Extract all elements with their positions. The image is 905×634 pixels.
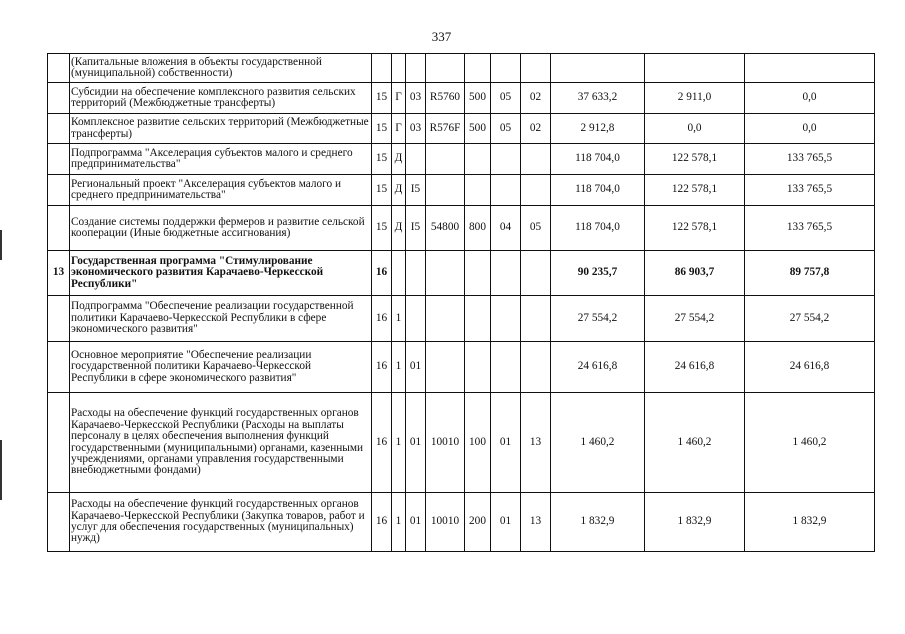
amount-year-2: 27 554,2 <box>645 296 745 342</box>
code-activity: 01 <box>406 342 426 393</box>
item-name: Подпрограмма "Акселерация субъектов малого и среднего предпринимательства" <box>70 144 372 175</box>
row-number <box>48 206 70 251</box>
code-ministry: 15 <box>372 175 392 206</box>
code-target <box>426 144 465 175</box>
code-expense-type <box>465 175 491 206</box>
row-number <box>48 296 70 342</box>
code-section: 01 <box>491 393 521 493</box>
row-number <box>48 175 70 206</box>
amount-year-2: 2 911,0 <box>645 83 745 114</box>
amount-year-2: 24 616,8 <box>645 342 745 393</box>
amount-year-2: 86 903,7 <box>645 251 745 296</box>
code-subprogram: 1 <box>392 393 406 493</box>
amount-year-3: 133 765,5 <box>745 206 875 251</box>
table-row <box>48 251 875 296</box>
item-name: Субсидии на обеспечение комплексного развития сельских территорий (Межбюджетные трансферты) <box>70 83 372 114</box>
code-subprogram: Д <box>392 144 406 175</box>
amount-year-1: 1 460,2 <box>551 393 645 493</box>
code-ministry: 15 <box>372 144 392 175</box>
code-section: 05 <box>491 83 521 114</box>
code-activity: 03 <box>406 83 426 114</box>
code-subsection <box>521 251 551 296</box>
code-ministry: 15 <box>372 206 392 251</box>
code-activity: I5 <box>406 206 426 251</box>
code-activity: 03 <box>406 114 426 144</box>
table-row <box>48 342 875 393</box>
code-section <box>491 54 521 83</box>
code-subsection: 02 <box>521 83 551 114</box>
code-ministry: 16 <box>372 251 392 296</box>
item-name: Создание системы поддержки фермеров и развитие сельской кооперации (Иные бюджетные ассигнования) <box>70 206 372 251</box>
budget-table <box>47 53 875 552</box>
code-expense-type <box>465 342 491 393</box>
code-target: R576F <box>426 114 465 144</box>
code-section <box>491 342 521 393</box>
code-subprogram: Г <box>392 114 406 144</box>
amount-year-3: 0,0 <box>745 114 875 144</box>
code-subsection <box>521 342 551 393</box>
code-activity <box>406 54 426 83</box>
code-subsection <box>521 296 551 342</box>
code-section <box>491 175 521 206</box>
code-subprogram <box>392 251 406 296</box>
row-number <box>48 54 70 83</box>
amount-year-1: 37 633,2 <box>551 83 645 114</box>
table-row <box>48 114 875 144</box>
code-section: 04 <box>491 206 521 251</box>
code-subprogram: Г <box>392 83 406 114</box>
row-number: 13 <box>48 251 70 296</box>
code-ministry: 16 <box>372 296 392 342</box>
code-activity <box>406 251 426 296</box>
amount-year-1: 118 704,0 <box>551 175 645 206</box>
code-activity <box>406 144 426 175</box>
code-activity: I5 <box>406 175 426 206</box>
row-number <box>48 144 70 175</box>
item-name: Региональный проект "Акселерация субъектов малого и среднего предпринимательства" <box>70 175 372 206</box>
amount-year-1: 24 616,8 <box>551 342 645 393</box>
amount-year-1: 118 704,0 <box>551 144 645 175</box>
code-expense-type: 800 <box>465 206 491 251</box>
code-expense-type: 200 <box>465 493 491 552</box>
amount-year-2 <box>645 54 745 83</box>
code-section <box>491 144 521 175</box>
code-section: 01 <box>491 493 521 552</box>
item-name: Комплексное развитие сельских территорий (Межбюджетные трансферты) <box>70 114 372 144</box>
table-body <box>48 54 875 552</box>
amount-year-3: 1 460,2 <box>745 393 875 493</box>
amount-year-1: 1 832,9 <box>551 493 645 552</box>
code-subsection: 02 <box>521 114 551 144</box>
amount-year-2: 1 460,2 <box>645 393 745 493</box>
row-number <box>48 342 70 393</box>
code-section: 05 <box>491 114 521 144</box>
code-activity <box>406 296 426 342</box>
amount-year-3: 24 616,8 <box>745 342 875 393</box>
code-ministry <box>372 54 392 83</box>
row-number <box>48 114 70 144</box>
amount-year-2: 122 578,1 <box>645 206 745 251</box>
code-subsection: 13 <box>521 393 551 493</box>
code-target: 54800 <box>426 206 465 251</box>
code-subprogram: 1 <box>392 493 406 552</box>
table-row <box>48 393 875 493</box>
code-expense-type: 500 <box>465 83 491 114</box>
amount-year-2: 1 832,9 <box>645 493 745 552</box>
code-expense-type <box>465 144 491 175</box>
amount-year-2: 122 578,1 <box>645 144 745 175</box>
table-row <box>48 54 875 83</box>
code-expense-type <box>465 296 491 342</box>
amount-year-1 <box>551 54 645 83</box>
code-subprogram: Д <box>392 206 406 251</box>
code-ministry: 16 <box>372 493 392 552</box>
row-number <box>48 83 70 114</box>
code-subsection <box>521 175 551 206</box>
amount-year-3: 133 765,5 <box>745 175 875 206</box>
item-name: Расходы на обеспечение функций государственных органов Карачаево-Черкесской Республики (Закупка товаров, работ и услуг для обеспечения государственных (муниципальных) нужд) <box>70 493 372 552</box>
table-row <box>48 206 875 251</box>
amount-year-3: 0,0 <box>745 83 875 114</box>
code-ministry: 16 <box>372 342 392 393</box>
code-target: 10010 <box>426 493 465 552</box>
row-number <box>48 393 70 493</box>
item-name: Основное мероприятие "Обеспечение реализации государственной политики Карачаево-Черкесской Республики в сфере экономического развития" <box>70 342 372 393</box>
code-section <box>491 251 521 296</box>
code-subprogram <box>392 54 406 83</box>
item-name: Подпрограмма "Обеспечение реализации государственной политики Карачаево-Черкесской Республики в сфере экономического развития" <box>70 296 372 342</box>
code-target <box>426 175 465 206</box>
amount-year-3: 89 757,8 <box>745 251 875 296</box>
amount-year-1: 118 704,0 <box>551 206 645 251</box>
item-name: Расходы на обеспечение функций государственных органов Карачаево-Черкесской Республики (Расходы на выплаты персоналу в целях обеспечения выполнения функций государственными (муниципальными) органами, казенными учреждениями, органами управления государственными внебюджетными фондами) <box>70 393 372 493</box>
row-number <box>48 493 70 552</box>
code-ministry: 15 <box>372 83 392 114</box>
code-expense-type <box>465 54 491 83</box>
code-target <box>426 342 465 393</box>
amount-year-2: 0,0 <box>645 114 745 144</box>
amount-year-1: 90 235,7 <box>551 251 645 296</box>
item-name: (Капитальные вложения в объекты государственной (муниципальной) собственности) <box>70 54 372 83</box>
table-row <box>48 83 875 114</box>
code-target: 10010 <box>426 393 465 493</box>
code-subsection: 05 <box>521 206 551 251</box>
code-subsection <box>521 54 551 83</box>
amount-year-1: 27 554,2 <box>551 296 645 342</box>
code-target <box>426 251 465 296</box>
table-row <box>48 296 875 342</box>
code-section <box>491 296 521 342</box>
scan-edge-mark <box>0 440 2 500</box>
table-row <box>48 493 875 552</box>
code-expense-type: 100 <box>465 393 491 493</box>
amount-year-3: 1 832,9 <box>745 493 875 552</box>
table-row <box>48 175 875 206</box>
code-subsection: 13 <box>521 493 551 552</box>
code-target <box>426 296 465 342</box>
code-subsection <box>521 144 551 175</box>
code-ministry: 16 <box>372 393 392 493</box>
amount-year-2: 122 578,1 <box>645 175 745 206</box>
scan-edge-mark <box>0 230 2 260</box>
table-row <box>48 144 875 175</box>
code-target: R5760 <box>426 83 465 114</box>
code-expense-type: 500 <box>465 114 491 144</box>
code-activity: 01 <box>406 493 426 552</box>
code-expense-type <box>465 251 491 296</box>
amount-year-1: 2 912,8 <box>551 114 645 144</box>
code-target <box>426 54 465 83</box>
page-number: 337 <box>431 29 452 44</box>
code-subprogram: Д <box>392 175 406 206</box>
amount-year-3: 27 554,2 <box>745 296 875 342</box>
code-activity: 01 <box>406 393 426 493</box>
amount-year-3 <box>745 54 875 83</box>
item-name: Государственная программа "Стимулирование экономического развития Карачаево-Черкесской Республики" <box>70 251 372 296</box>
code-subprogram: 1 <box>392 342 406 393</box>
code-subprogram: 1 <box>392 296 406 342</box>
amount-year-3: 133 765,5 <box>745 144 875 175</box>
code-ministry: 15 <box>372 114 392 144</box>
